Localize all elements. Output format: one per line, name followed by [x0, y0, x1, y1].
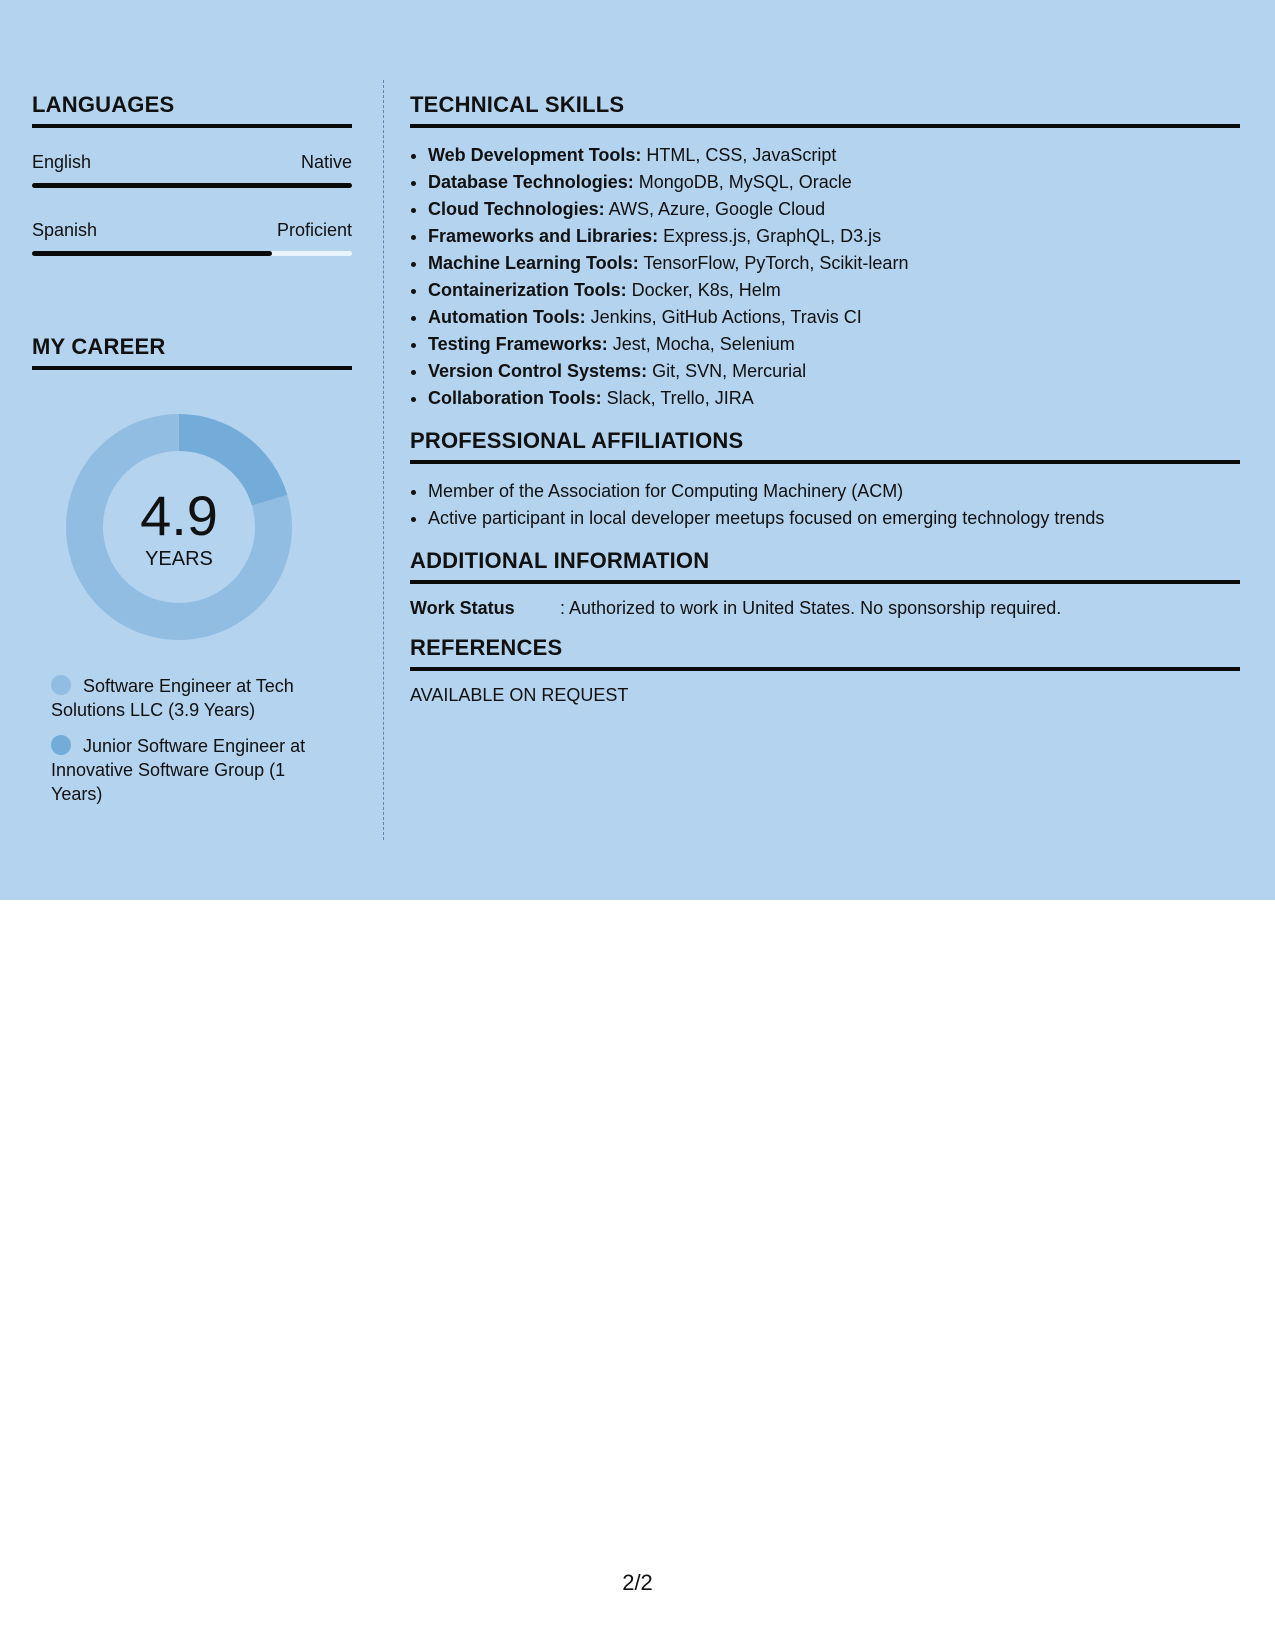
skill-value: Docker, K8s, Helm: [626, 280, 781, 300]
skill-item: [428, 277, 1240, 304]
career-total-unit: YEARS: [145, 547, 213, 570]
skill-item: [428, 358, 1240, 385]
column-divider: [383, 80, 384, 840]
skill-label: Testing Frameworks:: [428, 334, 608, 354]
skill-item: [428, 250, 1240, 277]
skill-value: Express.js, GraphQL, D3.js: [658, 226, 882, 246]
skill-value: TensorFlow, PyTorch, Scikit-learn: [638, 253, 909, 273]
skill-value: Git, SVN, Mercurial: [647, 361, 807, 381]
language-name: English: [32, 152, 92, 172]
career-donut-chart: [66, 414, 292, 640]
skill-label: Cloud Technologies:: [428, 199, 605, 219]
skill-value: Jenkins, GitHub Actions, Travis CI: [585, 307, 862, 327]
language-proficiency-fill: [32, 251, 272, 256]
legend-dot-icon: [51, 735, 71, 755]
skill-label: Frameworks and Libraries:: [428, 226, 659, 246]
skill-value: Slack, Trello, JIRA: [601, 388, 754, 408]
affiliations-heading: PROFESSIONAL AFFILIATIONS: [410, 428, 1240, 464]
language-proficiency-bar: [32, 251, 352, 256]
language-item: [32, 220, 352, 256]
legend-dot-icon: [51, 675, 71, 695]
skill-label: Automation Tools:: [428, 307, 586, 327]
skill-item: [428, 169, 1240, 196]
language-proficiency-fill: [32, 183, 352, 188]
career-legend: [51, 674, 331, 806]
skill-item: [428, 142, 1240, 169]
page-number: 2/2: [622, 1570, 653, 1595]
skill-label: Machine Learning Tools:: [428, 253, 639, 273]
languages-heading: LANGUAGES: [32, 92, 352, 128]
skill-item: [428, 196, 1240, 223]
work-status-label: Work Status: [410, 598, 515, 618]
language-proficiency-bar: [32, 183, 352, 188]
skill-item: [428, 385, 1240, 412]
skill-value: MongoDB, MySQL, Oracle: [633, 172, 852, 192]
skill-label: Collaboration Tools:: [428, 388, 602, 408]
career-legend-item: [51, 674, 331, 722]
skill-label: Web Development Tools:: [428, 145, 642, 165]
affiliations-list: [410, 478, 1240, 532]
additional-info-heading: ADDITIONAL INFORMATION: [410, 548, 1240, 584]
career-legend-label: Software Engineer at Tech Solutions LLC (3.9 Years): [51, 676, 294, 720]
career-total-years: 4.9: [140, 483, 218, 547]
career-heading: MY CAREER: [32, 334, 352, 370]
references-text: AVAILABLE ON REQUEST: [410, 685, 629, 705]
language-name: Spanish: [32, 220, 98, 240]
right-column: [410, 92, 1240, 706]
skill-label: Database Technologies:: [428, 172, 634, 192]
work-status-value: : Authorized to work in United States. No sponsorship required.: [560, 598, 1062, 618]
skill-value: AWS, Azure, Google Cloud: [604, 199, 826, 219]
skill-item: [428, 331, 1240, 358]
technical-skills-list: [410, 142, 1240, 412]
language-level: Proficient: [276, 220, 352, 240]
technical-skills-heading: TECHNICAL SKILLS: [410, 92, 1240, 128]
left-column: [32, 92, 352, 818]
references-heading: REFERENCES: [410, 635, 1240, 671]
skill-item: [428, 223, 1240, 250]
affiliation-item: • Active participant in local developer meetups focused on emerging technology trends: [428, 505, 1240, 532]
career-legend-label: Junior Software Engineer at Innovative Software Group (1 Years): [51, 736, 306, 804]
language-level: Native: [300, 152, 352, 172]
career-legend-item: [51, 734, 331, 806]
skill-label: Version Control Systems:: [428, 361, 648, 381]
skill-value: Jest, Mocha, Selenium: [607, 334, 795, 354]
skill-label: Containerization Tools:: [428, 280, 627, 300]
language-item: [32, 152, 352, 188]
skill-item: [428, 304, 1240, 331]
work-status-row: [410, 598, 1240, 619]
affiliation-item: • Member of the Association for Computing Machinery (ACM): [428, 478, 1240, 505]
skill-value: HTML, CSS, JavaScript: [641, 145, 837, 165]
